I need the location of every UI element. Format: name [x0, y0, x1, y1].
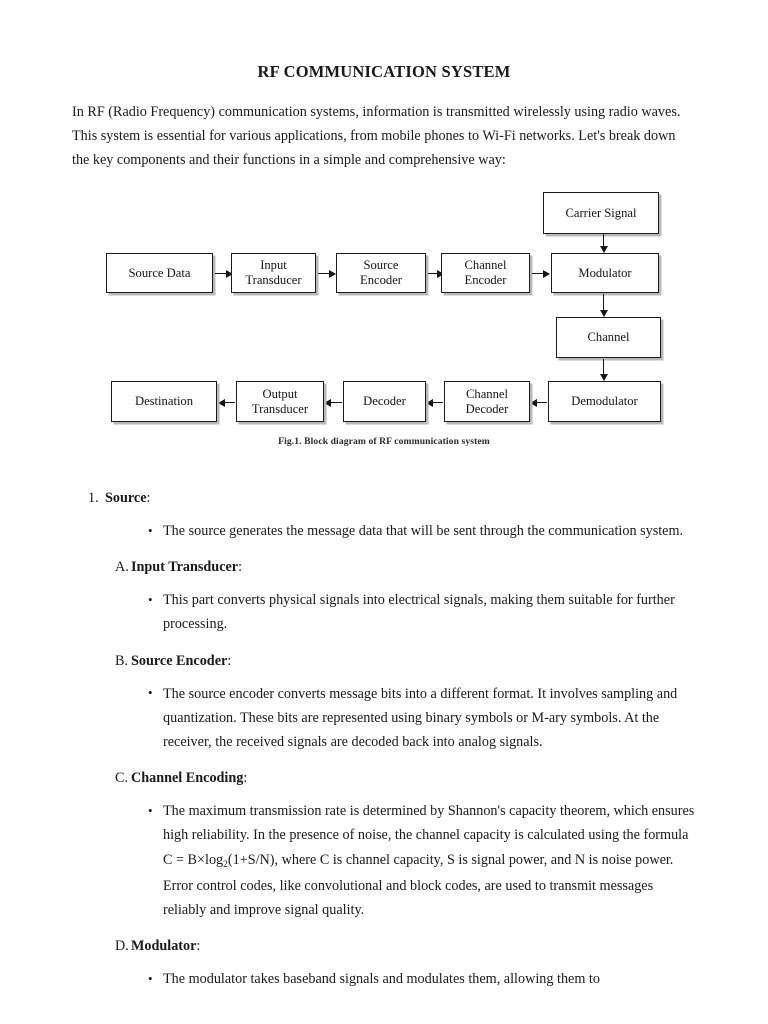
section-heading-channel-encoding [0, 767, 768, 790]
carrier-signal-label: Carrier Signal [565, 205, 637, 220]
arrow-modulator-to-channel [603, 294, 604, 316]
output-transducer-label-line1: Output [262, 386, 298, 401]
arrow-channel-to-demodulator [603, 359, 604, 380]
bullet-text-source-encoder: The source encoder converts message bits into a different format. It involves sampling and quantization. These bits are represented using binary symbols or M-ary symbols. At the receiver, the received signals are decoded back into analog signals. [163, 685, 678, 751]
source-encoder-label-line2: Encoder [360, 273, 402, 287]
bullet-text-channel-encoding-part2: (1+S/N), where C is channel capacity, S is signal power, and N is noise power. Error control codes, like convolutional and block codes, are used to transmit messages reliably and improve signal quality. [163, 851, 674, 919]
bullet-input-transducer [0, 588, 768, 636]
section-title-modulator: Modulator [131, 938, 197, 955]
section-colon-channel-encoding: : [243, 770, 248, 787]
page-title: RF COMMUNICATION SYSTEM [257, 62, 511, 81]
arrow-demodulator-to-channel-decoder [531, 402, 547, 403]
section-title-source-encoder: Source Encoder [131, 652, 228, 669]
diagram-box-input-transducer [231, 253, 316, 293]
bullet-dot-icon: • [148, 685, 153, 701]
diagram-box-source-encoder [336, 253, 426, 293]
bullet-text-channel-encoding-part1: The maximum transmission rate is determined by Shannon's capacity theorem, which ensures high reliability. In the presence of noise, the channel capacity is calculated using the formula C = B×log [163, 803, 695, 868]
formula-log-base-subscript: 2 [223, 859, 228, 870]
bullet-channel-encoding [0, 799, 768, 922]
bullet-text-source: The source generates the message data that will be sent through the communication system. [163, 523, 684, 539]
bullet-text-modulator: The modulator takes baseband signals and modulates them, allowing them to [163, 971, 600, 988]
bullet-dot-icon: • [148, 802, 153, 818]
channel-encoder-label-line1: Channel [464, 258, 507, 272]
output-transducer-label-line2: Transducer [251, 401, 309, 416]
bullet-text-input-transducer: This part converts physical signals into electrical signals, making them suitable for further processing. [163, 592, 675, 633]
diagram-box-decoder [343, 381, 426, 422]
diagram-box-demodulator [548, 381, 661, 422]
diagram-box-channel-encoder [441, 253, 530, 293]
bullet-dot-icon: • [148, 970, 153, 986]
section-marker-input-transducer: A. [115, 559, 129, 576]
rf-block-diagram [0, 186, 768, 461]
arrow-channel-encoder-to-modulator [532, 273, 549, 274]
diagram-box-source-data [106, 253, 213, 293]
section-heading-modulator [0, 935, 768, 958]
arrow-input-transducer-to-source-encoder [318, 273, 335, 274]
bullet-source-encoder [0, 682, 768, 755]
section-marker-modulator: D. [115, 938, 129, 955]
diagram-box-output-transducer [236, 381, 324, 422]
section-colon-input-transducer: : [238, 559, 243, 576]
bullet-source [0, 519, 768, 543]
section-marker-source: 1. [88, 490, 99, 506]
arrow-channel-decoder-to-decoder [427, 402, 443, 403]
input-transducer-label-line1: Input [260, 258, 287, 272]
input-transducer-label-line2: Transducer [245, 273, 302, 287]
section-title-source: Source [105, 490, 147, 506]
source-encoder-label-line1: Source [363, 258, 399, 272]
diagram-box-channel-decoder [444, 381, 530, 422]
section-title-channel-encoding: Channel Encoding [131, 770, 244, 787]
diagram-box-destination [111, 381, 217, 422]
modulator-label: Modulator [578, 265, 632, 280]
arrow-carrier-to-modulator [603, 234, 604, 252]
section-colon-source: : [146, 490, 151, 506]
section-heading-source-encoder [0, 650, 768, 673]
channel-decoder-label-line2: Decoder [465, 401, 509, 416]
source-data-label: Source Data [128, 265, 191, 280]
section-marker-source-encoder: B. [115, 652, 129, 669]
bullet-dot-icon: • [148, 522, 153, 538]
channel-decoder-label-line1: Channel [466, 386, 508, 401]
section-marker-channel-encoding: C. [115, 770, 129, 787]
demodulator-label: Demodulator [571, 394, 638, 408]
intro-paragraph: In RF (Radio Frequency) communication systems, information is transmitted wirelessly using radio waves. This system is essential for various applications, from mobile phones to Wi-Fi networks. Let's break down the key components and their functions in a simple and comprehensive way: [72, 104, 681, 169]
content-sections [0, 487, 768, 991]
destination-label: Destination [134, 394, 194, 408]
decoder-label: Decoder [363, 394, 406, 408]
section-colon-source-encoder: : [227, 652, 232, 669]
bullet-dot-icon: • [148, 591, 153, 607]
arrow-decoder-to-output-transducer [325, 402, 342, 403]
arrow-source-data-to-input-transducer [215, 273, 232, 274]
diagram-box-modulator [551, 253, 659, 293]
figure-caption: Fig.1. Block diagram of RF communication system [278, 436, 490, 447]
section-heading-source [0, 487, 768, 510]
arrow-output-transducer-to-destination [219, 402, 235, 403]
diagram-box-carrier-signal [543, 192, 659, 234]
section-title-input-transducer: Input Transducer [131, 559, 239, 576]
section-colon-modulator: : [196, 938, 201, 955]
channel-encoder-label-line2: Encoder [464, 273, 507, 287]
channel-label: Channel [587, 330, 630, 344]
bullet-modulator [0, 967, 768, 991]
diagram-box-channel [556, 317, 661, 358]
section-heading-input-transducer [0, 556, 768, 579]
